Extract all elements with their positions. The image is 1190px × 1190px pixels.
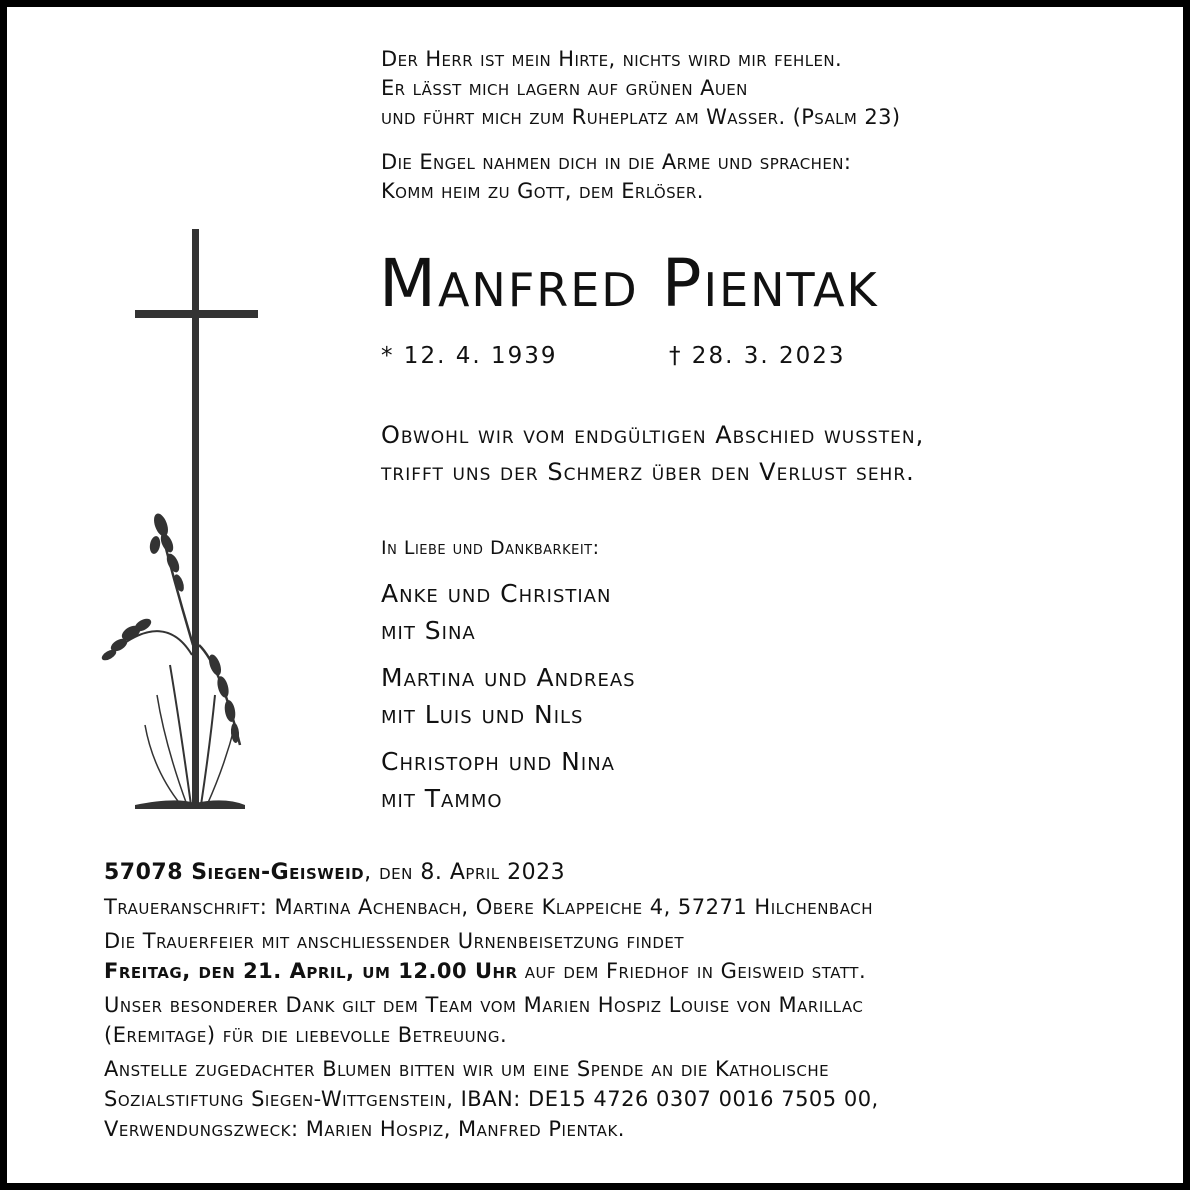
mourner-group xyxy=(381,659,636,733)
service-location: auf dem Friedhof in Geisweid statt. xyxy=(517,959,867,983)
cross-with-wheat-icon xyxy=(95,225,270,815)
life-dates xyxy=(381,341,846,371)
mourner-children: mit Sina xyxy=(381,616,476,645)
angel-line: Die Engel nahmen dich in die Arme und sprachen: xyxy=(381,150,852,174)
service-date-time: Freitag, den 21. April, um 12.00 Uhr xyxy=(104,959,518,983)
thanks-line: Unser besonderer Dank gilt dem Team vom Marien Hospiz Louise von Marillac xyxy=(104,993,864,1017)
death-date: † 28. 3. 2023 xyxy=(669,343,846,369)
mourner-names: Anke und Christian xyxy=(381,579,612,608)
donation-line: Sozialstiftung Siegen-Wittgenstein, IBAN: DE15 4726 0307 0016 7505 00, xyxy=(104,1087,879,1111)
mourner-names: Christoph und Nina xyxy=(381,747,615,776)
angel-line: Komm heim zu Gott, dem Erlöser. xyxy=(381,179,704,203)
psalm-line: Er lässt mich lagern auf grünen Auen xyxy=(381,76,748,100)
obituary-footer xyxy=(104,858,879,1148)
mourners-intro: In Liebe und Dankbarkeit: xyxy=(381,537,600,559)
birth-date: * 12. 4. 1939 xyxy=(381,343,558,369)
quote-line: trifft uns der Schmerz über den Verlust sehr. xyxy=(381,458,915,486)
service-line: Die Trauerfeier mit anschliessender Urnenbeisetzung findet xyxy=(104,929,685,953)
mourner-group xyxy=(381,743,636,817)
place-date xyxy=(104,858,879,888)
mourner-group xyxy=(381,575,636,649)
mourner-names: Martina und Andreas xyxy=(381,663,636,692)
mourner-children: mit Luis und Nils xyxy=(381,700,584,729)
mourning-address: Traueranschrift: Martina Achenbach, Obere Klappeiche 4, 57271 Hilchenbach xyxy=(104,895,873,919)
psalm-line: Der Herr ist mein Hirte, nichts wird mir fehlen. xyxy=(381,47,843,71)
angel-quote xyxy=(381,148,851,206)
thanks-line: (Eremitage) für die liebevolle Betreuung. xyxy=(104,1023,508,1047)
quote-line: Obwohl wir vom endgültigen Abschied wussten, xyxy=(381,421,925,449)
donation-line: Anstelle zugedachter Blumen bitten wir um eine Spende an die Katholische xyxy=(104,1057,830,1081)
mourners-list xyxy=(381,575,636,827)
thanks-note xyxy=(104,990,879,1050)
service-line xyxy=(104,956,879,986)
farewell-quote xyxy=(381,417,924,491)
psalm-line: und führt mich zum Ruheplatz am Wasser. (Psalm 23) xyxy=(381,105,901,129)
donation-line: Verwendungszweck: Marien Hospiz, Manfred Pientak. xyxy=(104,1117,625,1141)
deceased-name: Manfred Pientak xyxy=(379,245,879,322)
mourner-children: mit Tammo xyxy=(381,784,503,813)
service-info xyxy=(104,926,879,986)
date-text: , den 8. April 2023 xyxy=(364,860,566,885)
psalm-quote xyxy=(381,45,900,132)
place: 57078 Siegen-Geisweid xyxy=(104,860,365,885)
donation-note xyxy=(104,1054,879,1144)
